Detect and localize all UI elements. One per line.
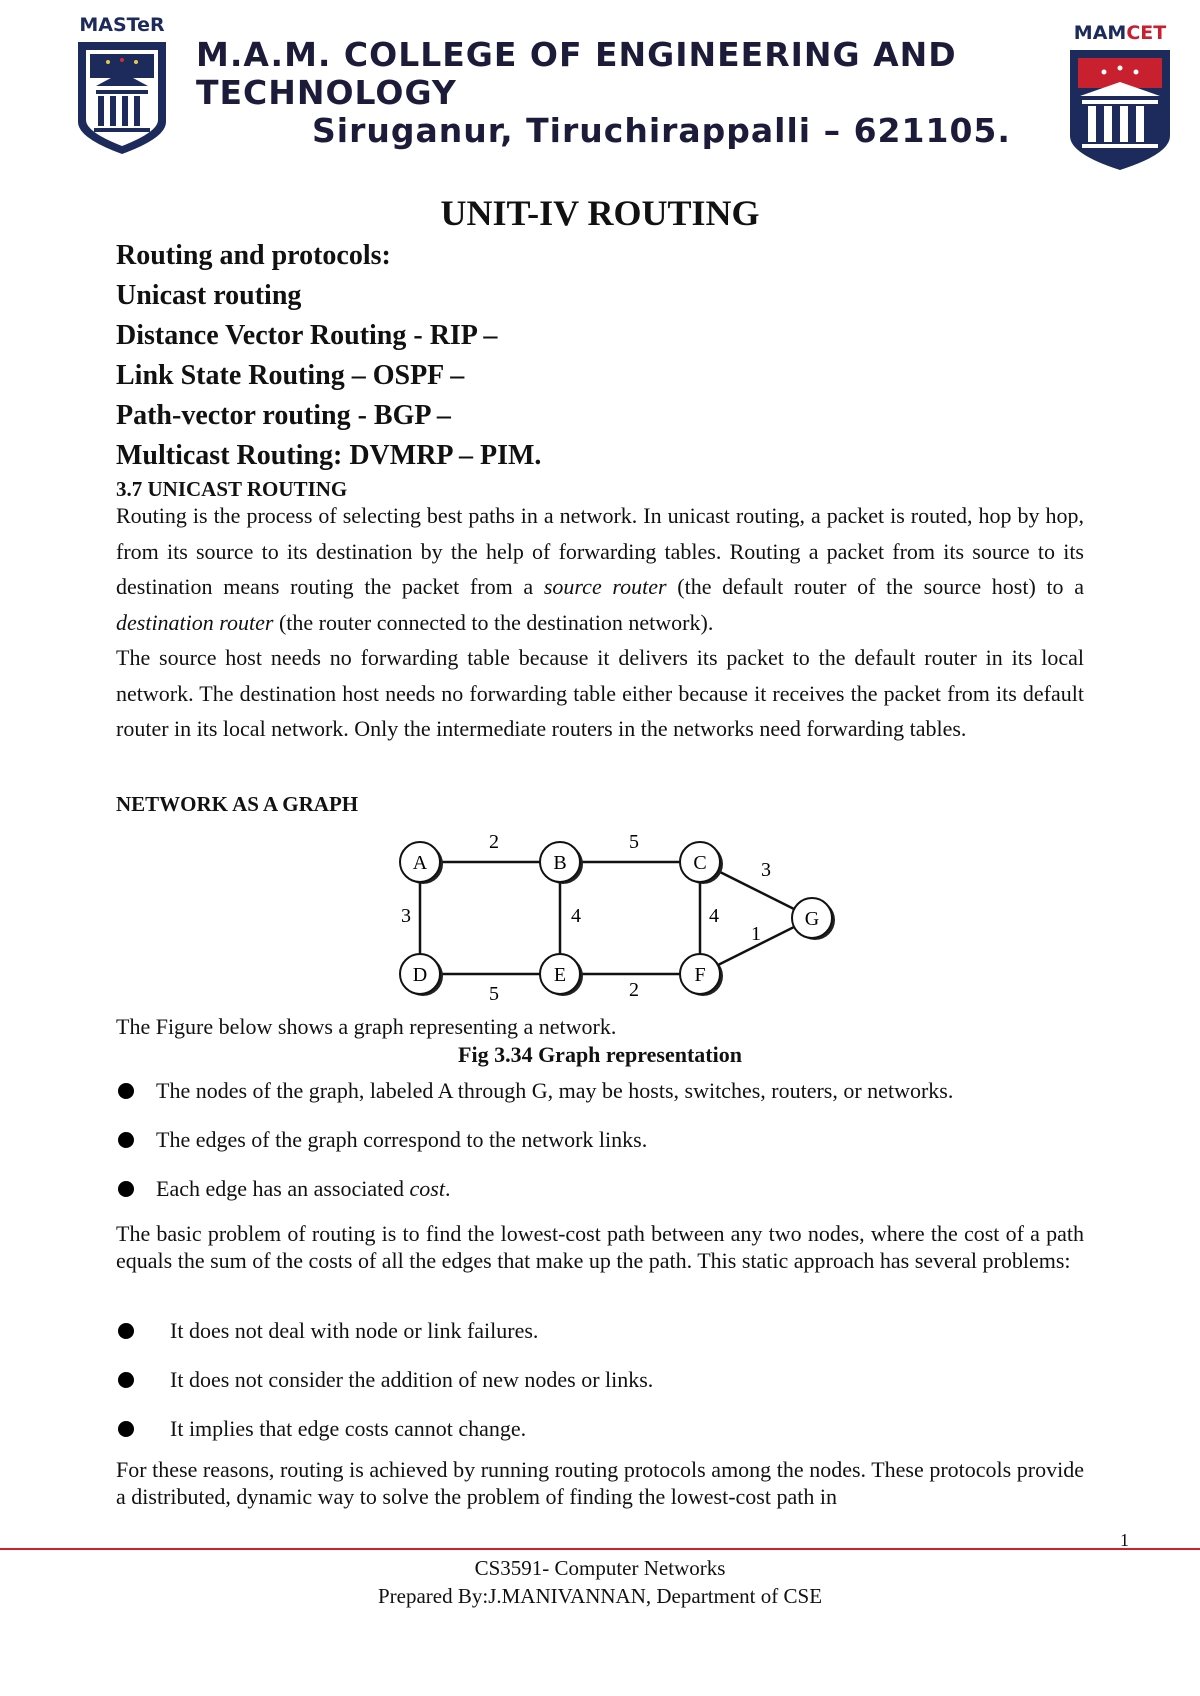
destination-router-term: destination router [116, 609, 274, 635]
topic-item: Path-vector routing - BGP – [116, 400, 451, 431]
list-item-text: It does not consider the addition of new nodes or links. [170, 1367, 654, 1392]
college-name-line1: M.A.M. COLLEGE OF ENGINEERING AND [196, 35, 957, 74]
pillar-emblem-icon [72, 38, 172, 156]
list-item-text: It implies that edge costs cannot change. [170, 1416, 527, 1441]
college-address: Siruganur, Tiruchirappalli – 621105. [312, 111, 1011, 150]
right-logo [1066, 22, 1174, 172]
bullet-icon [118, 1421, 134, 1437]
list-item [118, 1176, 450, 1202]
topics-list [116, 236, 541, 476]
bullet-icon [118, 1372, 134, 1388]
edge-cost-label: 4 [709, 905, 719, 927]
bullet-icon [118, 1083, 134, 1099]
graph-node-label: F [694, 964, 706, 986]
bullet-icon [118, 1181, 134, 1197]
list-item [118, 1318, 538, 1344]
footer-author: Prepared By:J.MANIVANNAN, Department of CSE [377, 1584, 823, 1608]
paragraph-text: (the default router of the source host) to a [666, 574, 1085, 599]
edge-cost-label: 1 [751, 923, 761, 945]
bullet-icon [118, 1132, 134, 1148]
edge-cost-label: 3 [761, 859, 771, 881]
list-item-text: It does not deal with node or link failures. [170, 1318, 539, 1343]
edge-cost-label: 5 [629, 831, 639, 853]
footer-divider [0, 1548, 1200, 1550]
section-heading: 3.7 UNICAST ROUTING [116, 477, 348, 501]
graph-node-label: G [804, 908, 820, 930]
shield-emblem-icon [1066, 46, 1174, 172]
paragraph-text: (the router connected to the destination network). [273, 609, 714, 635]
list-item-text: The edges of the graph correspond to the network links. [156, 1127, 648, 1152]
right-logo-text-b: CET [1126, 22, 1167, 44]
figure-caption: Fig 3.34 Graph representation [458, 1042, 742, 1067]
source-router-term: source router [543, 574, 667, 599]
list-item [118, 1416, 526, 1442]
graph-heading: NETWORK AS A GRAPH [116, 792, 359, 816]
college-name-line2: TECHNOLOGY [196, 73, 457, 112]
topic-item: Link State Routing – OSPF – [116, 360, 465, 391]
edge-cost-label: 4 [571, 905, 581, 927]
left-logo-text: MASTeR [79, 14, 165, 36]
edge-cost-label: 2 [629, 979, 639, 1001]
topic-item: Distance Vector Routing - RIP – [116, 320, 498, 351]
list-item [118, 1367, 653, 1393]
edge-cost-label: 3 [401, 905, 411, 927]
topic-item: Multicast Routing: DVMRP – PIM. [116, 440, 542, 471]
left-logo [72, 14, 172, 154]
graph-node-label: D [412, 964, 428, 986]
paragraph-hosts: The source host needs no forwarding table because it delivers its packet to the default router in its local network. The destination host needs no forwarding table either because it receives the packet from its default router in its local network. Only the intermediate routers in the networks need forwarding tables. [116, 645, 1084, 741]
page-number: 1 [1120, 1530, 1129, 1550]
list-item-text [156, 1176, 450, 1202]
list-item [118, 1127, 647, 1153]
list-item-text-part: . [444, 1176, 451, 1201]
right-logo-text-a: MAM [1073, 22, 1127, 44]
graph-node-label: C [693, 852, 707, 874]
topic-item: Unicast routing [116, 280, 302, 311]
page-title: UNIT-IV ROUTING [440, 193, 760, 233]
list-item-text-part: Each edge has an associated [156, 1176, 410, 1201]
bullet-icon [118, 1323, 134, 1339]
paragraph-problem: The basic problem of routing is to find the lowest-cost path between any two nodes, where the cost of a path equals the sum of the costs of all the edges that make up the path. This static approach has several problems: [116, 1221, 1084, 1273]
topic-item: Routing and protocols: [116, 240, 391, 271]
edge-cost-label: 5 [489, 983, 499, 1005]
cost-term: cost [409, 1176, 445, 1201]
right-logo-text [1066, 22, 1174, 44]
network-graph [380, 830, 860, 1010]
graph-node-label: A [412, 852, 428, 874]
graph-node-label: E [553, 964, 567, 986]
list-item [118, 1078, 953, 1104]
paragraph-text: Routing is the process of selecting best paths in a network. In unicast routing, a packet is routed, hop by hop, from its source to its destination by the help of forwarding tables. Routing a packet from its source to its destination means routing the packet from a [116, 503, 1084, 599]
paragraph-protocols: For these reasons, routing is achieved by running routing protocols among the nodes. These protocols provide a distributed, dynamic way to solve the problem of finding the lowest-cost path in [116, 1457, 1084, 1509]
list-item-text: The nodes of the graph, labeled A through G, may be hosts, switches, routers, or networks. [156, 1078, 954, 1103]
edge-cost-label: 2 [489, 831, 499, 853]
footer-course: CS3591- Computer Networks [474, 1556, 726, 1580]
figure-description: The Figure below shows a graph representing a network. [116, 1014, 617, 1039]
paragraph-unicast [116, 498, 1084, 640]
graph-node-label: B [553, 852, 567, 874]
